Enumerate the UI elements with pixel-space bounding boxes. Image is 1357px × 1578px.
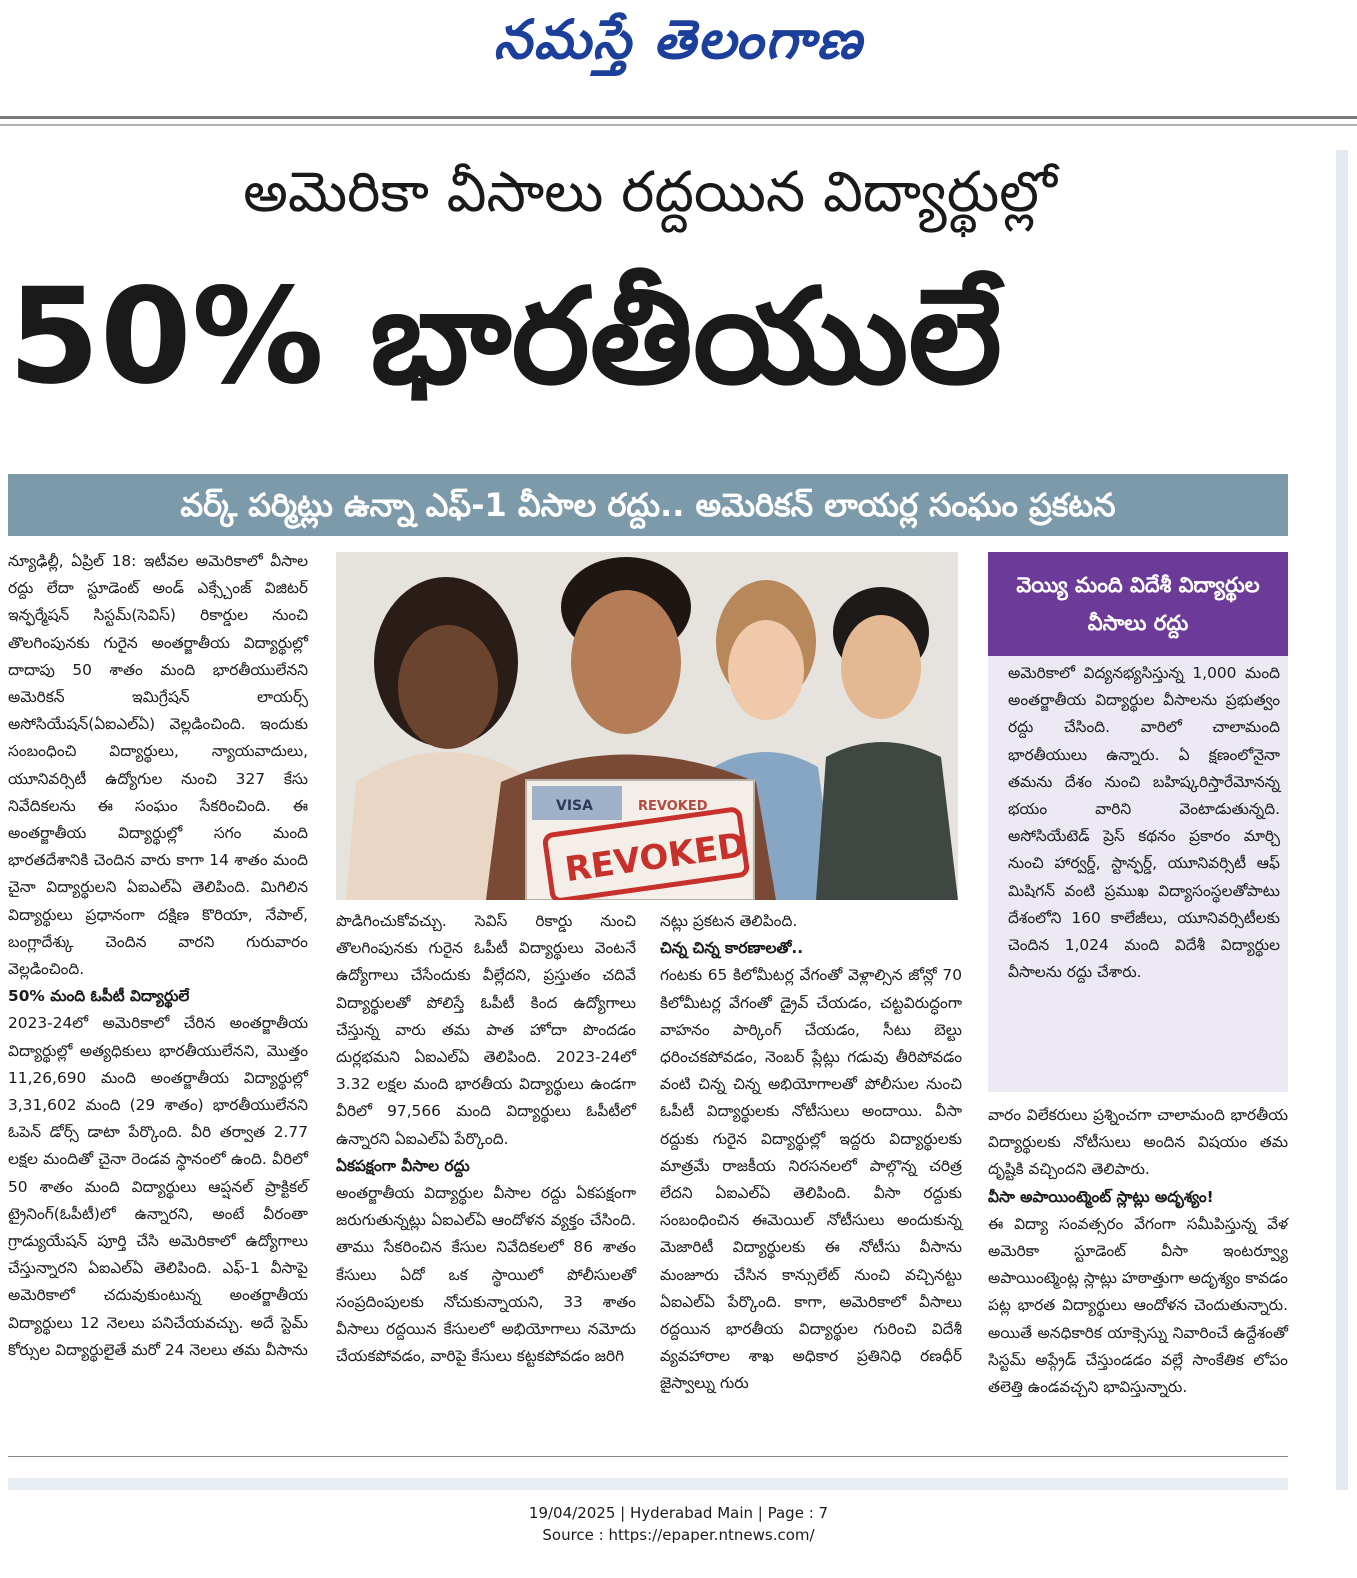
paragraph: గంటకు 65 కిలోమీటర్ల వేగంతో వెళ్లాల్సిన జోన్లో 70 కిలోమీటర్ల వేగంతో డ్రైవ్ చేయడం, చట్టవిరుద్ధంగా వాహనం పార్కింగ్ చేయడం, సీటు బెల్టు ధరించకపోవడం, నెంబర్ ప్లేట్లు గడువు తీరిపోవడం వంటి చిన్న చిన్న అభియోగాలతో పోలీసుల నుంచి ఓపీటీ విద్యార్థులకు నోటీసులు అందాయి. వీసా రద్దుకు గురైన విద్యార్థుల్లో ఇద్దరు విద్యార్థులకు మాత్రమే రాజకీయ నిరసనలలో పాల్గొన్న చరిత్ర లేదని ఏఐఎల్ఏ తెలిపింది. వీసా రద్దుకు సంబంధించిన ఈమెయిల్ నోటీసులు అందుకున్న మెజారిటీ విద్యార్థులకు ఈ నోటీసు వీసాను మంజూరు చేసిన కాన్సులేట్ నుంచి వచ్చినట్టు ఏఐఎల్ఏ పేర్కొంది. కాగా, అమెరికాలో వీసాలు రద్దయిన భారతీయ విద్యార్థుల గురించి విదేశీ వ్యవహారాల శాఖ అధికార ప్రతినిధి రణధీర్ జైస్వాల్ను గురు	[660, 966, 962, 1393]
sidebar-box	[988, 552, 1288, 1092]
article-column-4	[988, 1102, 1288, 1401]
headline: 50% భారతీయులే	[8, 260, 1002, 414]
revoked-stamp: REVOKED	[562, 825, 749, 891]
headline-kicker: అమెరికా వీసాలు రద్దయిన విద్యార్థుల్లో	[243, 160, 1057, 225]
bottom-band	[8, 1478, 1288, 1490]
section-subheading: 50% మంది ఓపీటీ విద్యార్థులే	[8, 987, 190, 1006]
visa-card-revoked-label: REVOKED	[638, 799, 708, 814]
article-column-2	[336, 908, 636, 1370]
footer-source-link[interactable]: Source : https://epaper.ntnews.com/	[542, 1526, 815, 1544]
masthead-logo: నమస్తే తెలంగాణ	[493, 8, 864, 71]
paragraph: న్యూఢిల్లీ, ఏప్రిల్ 18: ఇటీవల అమెరికాలో వీసాల రద్దు లేదా స్టూడెంట్ అండ్ ఎక్స్చేంజ్ విజిటర్ ఇన్ఫర్మేషన్ సిస్టమ్(సెవిస్) రికార్డుల నుంచి తొలగింపునకు గురైన అంతర్జాతీయ విద్యార్థుల్లో దాదాపు 50 శాతం మంది భారతీయులేనని అమెరికన్ ఇమిగ్రేషన్ లాయర్స్ అసోసియేషన్(ఏఐఎల్ఏ) వెల్లడించింది. ఇందుకు సంబంధించి విద్యార్థులు, న్యాయవాదులు, యూనివర్సిటీ ఉద్యోగుల నుంచి 327 కేసు నివేదికలను ఈ సంఘం సేకరించింది. ఈ అంతర్జాతీయ విద్యార్థుల్లో సగం మంది భారతదేశానికి చెందిన వారు కాగా 14 శాతం మంది చైనా విద్యార్థులని ఏఐఎల్ఏ తెలిపింది. మిగిలిన విద్యార్థులు ప్రధానంగా దక్షిణ కొరియా, నేపాల్, బంగ్లాదేశ్కు చెందిన వారని గురువారం వెల్లడించింది.	[8, 552, 308, 979]
visa-card-label: VISA	[556, 798, 593, 814]
paragraph: 2023-24లో అమెరికాలో చేరిన అంతర్జాతీయ విద్యార్థుల్లో అత్యధికులు భారతీయులేనని, మొత్తం 11,26,690 మంది అంతర్జాతీయ విద్యార్థుల్లో 3,31,602 మంది (29 శాతం) భారతీయులేనని ఓపెన్ డోర్స్ డాటా పేర్కొంది. వీరి తర్వాత 2.77 లక్షల మందితో చైనా రెండవ స్థానంలో ఉంది. వీరిలో 50 శాతం మంది విద్యార్థులు ఆప్షనల్ ప్రాక్టికల్ ట్రైనింగ్(ఓపీటీ)లో ఉన్నారని, అంటే వీరంతా గ్రాడ్యుయేషన్ పూర్తి చేసి అమెరికాలో ఉద్యోగాలు చేస్తున్నారని ఏఐఎల్ఏ తెలిపింది. ఎఫ్-1 వీసాపై అమెరికాలో చదువుకుంటున్న అంతర్జాతీయ విద్యార్థులు 12 నెలలు పనిచేయవచ్చు. అదే స్టెమ్ కోర్సుల విద్యార్థులైతే మరో 24 నెలలు తమ వీసాను	[8, 1014, 308, 1359]
masthead-divider	[0, 116, 1357, 119]
paragraph: వారం విలేకరులు ప్రశ్నించగా చాలామంది భారతీయ విద్యార్థులకు నోటీసులు అందిన విషయం తమ దృష్టికి వచ్చిందని తెలిపారు.	[988, 1106, 1288, 1179]
masthead	[0, 0, 1357, 118]
footer-edition-info: 19/04/2025 | Hyderabad Main | Page : 7	[528, 1504, 829, 1522]
page-edge-strip	[1336, 150, 1348, 1490]
paragraph: నట్లు ప్రకటన తెలిపింది.	[660, 912, 798, 930]
page-footer	[0, 1502, 1357, 1546]
sidebar-box-body: అమెరికాలో విద్యనభ్యసిస్తున్న 1,000 మంది అంతర్జాతీయ విద్యార్థుల వీసాలను ప్రభుత్వం రద్దు చేసింది. వారిలో చాలామంది భారతీయులు ఉన్నారు. ఏ క్షణంలోనైనా తమను దేశం నుంచి బహిష్కరిస్తారేమోనన్న భయం వారిని వెంటాడుతున్నది. అసోసియేటెడ్ ప్రెస్ కథనం ప్రకారం మార్చి నుంచి హార్వర్డ్, స్టాన్ఫర్డ్, యూనివర్సిటీ ఆఫ్ మిషిగన్ వంటి ప్రముఖ విద్యాసంస్థలతోపాటు దేశంలోని 160 కాలేజీలు, యూనివర్సిటీలకు చెందిన 1,024 మంది విదేశీ విద్యార్థుల వీసాలను రద్దు చేశారు.	[1008, 664, 1280, 982]
section-subheading: వీసా అపాయింట్మెంట్ స్లాట్లు అదృశ్యం!	[988, 1187, 1214, 1206]
section-subheading: చిన్న చిన్న కారణాలతో..	[660, 939, 804, 958]
article-column-3	[660, 908, 962, 1398]
sidebar-box-heading: వెయ్యి మంది విదేశీ విద్యార్థుల వీసాలు రద్దు	[988, 552, 1288, 656]
students-photo-illustration	[336, 552, 958, 900]
paragraph: పొడిగించుకోవచ్చు. సెవిస్ రికార్డు నుంచి తొలగింపునకు గురైన ఓపీటీ విద్యార్థులు వెంటనే ఉద్యోగాలు చేసేందుకు వీల్లేదని, ప్రస్తుతం చదివే విద్యార్థులతో పోలిస్తే ఓపీటీ కింద ఉద్యోగాలు చేస్తున్న వారు తమ పాత హోదా పొందడం దుర్లభమని ఏఐఎల్ఏ తెలిపింది. 2023-24లో 3.32 లక్షల మంది భారతీయ విద్యార్థులు ఉండగా వీరిలో 97,566 మంది విద్యార్థులు ఓపీటీలో ఉన్నారని ఏఐఎల్ఏ పేర్కొంది.	[336, 912, 636, 1148]
paragraph: అంతర్జాతీయ విద్యార్థుల వీసాల రద్దు ఏకపక్షంగా జరుగుతున్నట్లు ఏఐఎల్ఏ ఆందోళన వ్యక్తం చేసింది. తాము సేకరించిన కేసుల నివేదికలలో 86 శాతం కేసులు ఏదో ఒక స్థాయిలో పోలీసులతో సంప్రదింపులకు నోచుకున్నాయని, 33 శాతం వీసాలు రద్దయిన కేసులలో అభియోగాలు నమోదు చేయకపోవడం, వారిపై కేసులు కట్టకపోవడం జరిగి	[336, 1184, 636, 1366]
bottom-divider	[8, 1456, 1288, 1457]
news-photo	[336, 552, 958, 900]
masthead-divider-thin	[0, 124, 1357, 126]
article-column-1	[8, 548, 308, 1364]
section-subheading: ఏకపక్షంగా వీసాల రద్దు	[336, 1156, 470, 1175]
paragraph: ఈ విద్యా సంవత్సరం వేగంగా సమీపిస్తున్న వేళ అమెరికా స్టూడెంట్ వీసా ఇంటర్వ్యూ అపాయింట్మెంట్ల స్లాట్లు హఠాత్తుగా అదృశ్యం కావడం పట్ల భారత విద్యార్థులు ఆందోళన చెందుతున్నారు. అయితే అనధికారిక యాక్సెస్ను నివారించే ఉద్దేశంతో సిస్టమ్ అప్గ్రేడ్ చేస్తుండడం వల్లే సాంకేతిక లోపం తలెత్తి ఉండవచ్చని భావిస్తున్నారు.	[988, 1214, 1288, 1397]
subheadline-banner: వర్క్ పర్మిట్లు ఉన్నా ఎఫ్-1 వీసాల రద్దు.. అమెరికన్ లాయర్ల సంఘం ప్రకటన	[8, 474, 1288, 536]
